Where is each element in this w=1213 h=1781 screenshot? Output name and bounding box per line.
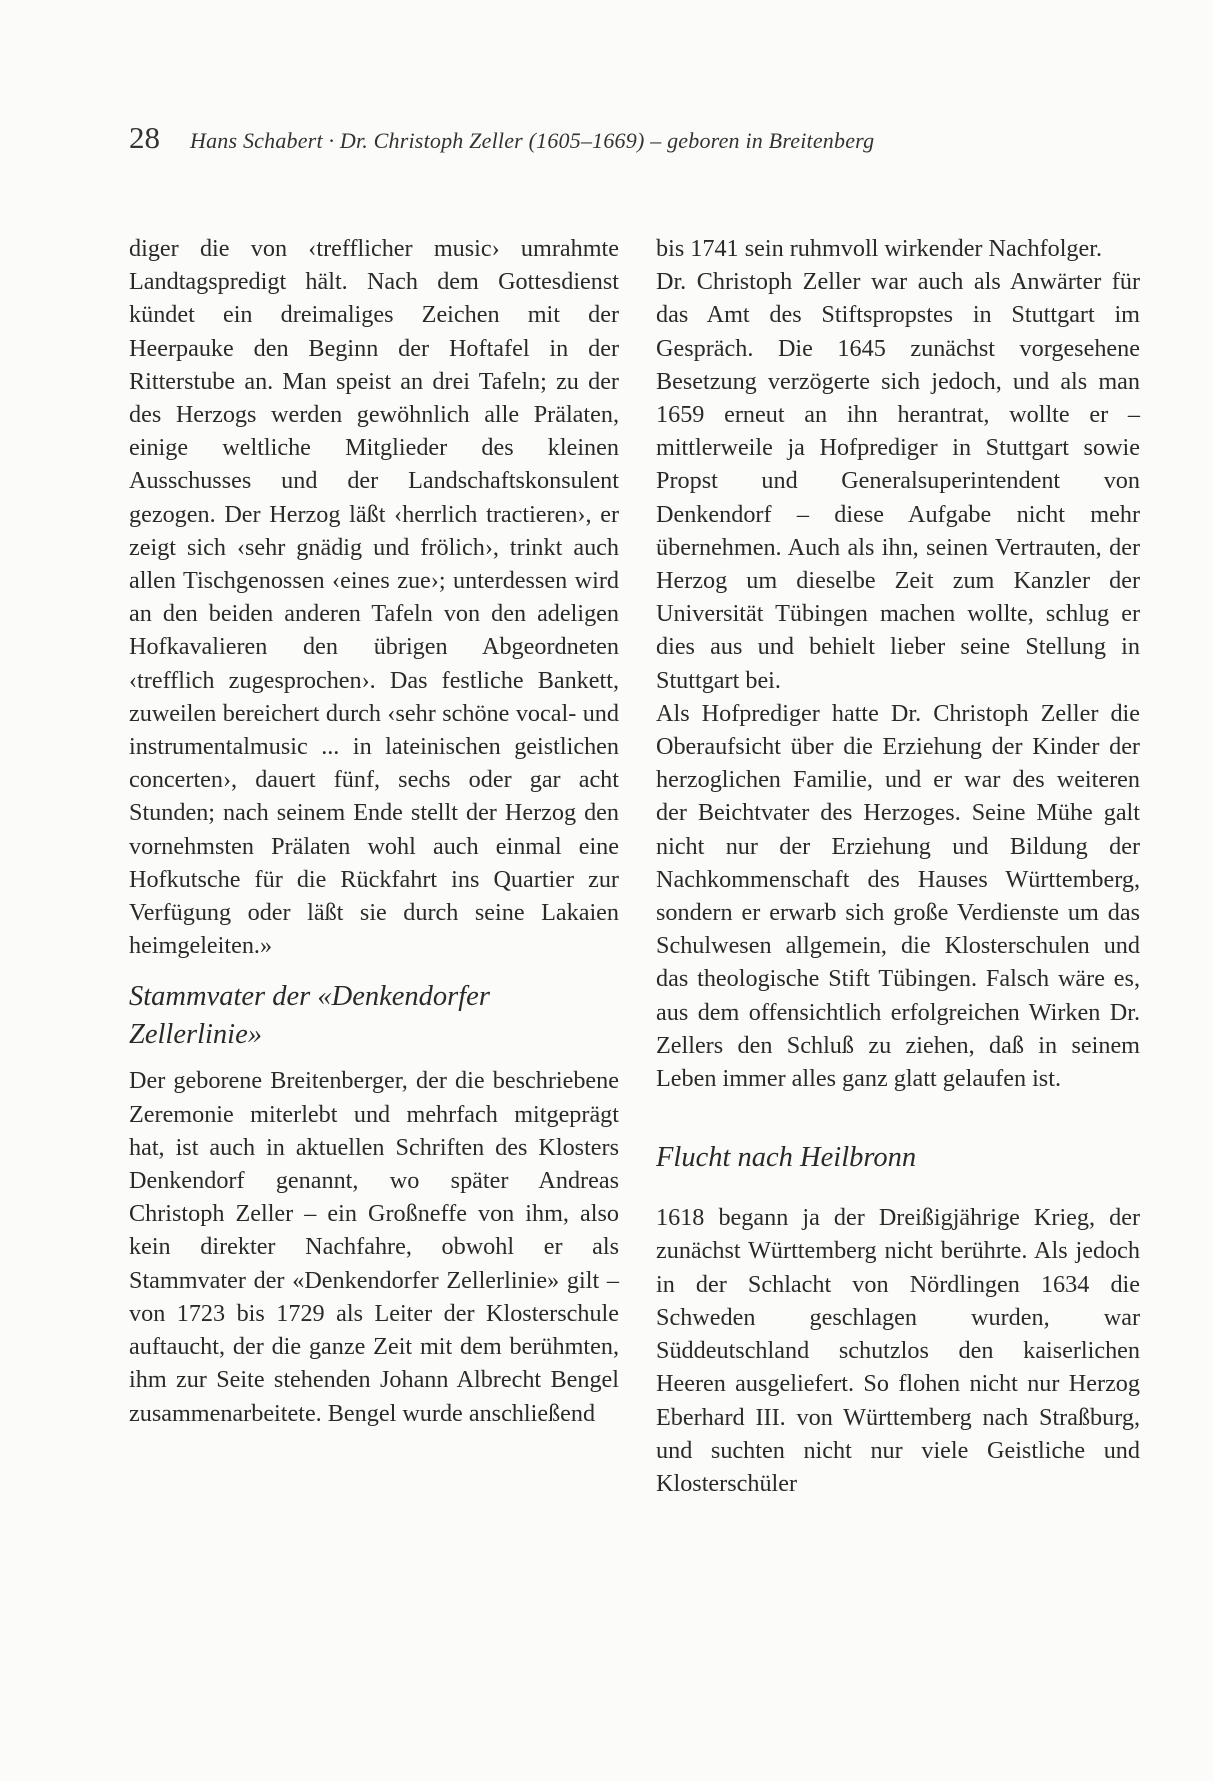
body-paragraph: Dr. Christoph Zeller war auch als Anwärter für das Amt des Stiftspropstes in Stuttgart im Gespräch. Die 1645 zunächst vorgesehene Besetzung verzögerte sich jedoch, und als man 1659 erneut an ihn herantrat, wollte er – mittlerweile ja Hofprediger in Stuttgart sowie Propst und Generalsuperintendent von Denkendorf – diese Aufgabe nicht mehr übernehmen. Auch als ihn, seinen Vertrauten, der Herzog um dieselbe Zeit zum Kanzler der Universität Tübingen machen wollte, schlug er dies aus und behielt lieber seine Stellung in Stuttgart bei. [656, 268, 1140, 694]
running-head: Hans Schabert · Dr. Christoph Zeller (1605–1669) – geboren in Breitenberg [190, 128, 875, 153]
right-column [656, 232, 1140, 1500]
section-heading: Stammvater der «Denkendorfer Zellerlinie» [129, 981, 490, 1051]
body-paragraph: 1618 begann ja der Dreißigjährige Krieg, der zunächst Württemberg nicht berührte. Als jedoch in der Schlacht von Nördlingen 1634 die Schweden geschlagen wurden, war Süddeutschland schutzlos den kaiserlichen Heeren ausgeliefert. So flohen nicht nur Herzog Eberhard III. von Württemberg nach Straßburg, und suchten nicht nur viele Geistliche und Klosterschüler [656, 1204, 1140, 1497]
body-paragraph: Der geborene Breitenberger, der die beschriebene Zeremonie miterlebt und mehrfach mitgeprägt hat, ist auch in aktuellen Schriften des Klosters Denkendorf genannt, wo später Andreas Christoph Zeller – ein Großneffe von ihm, also kein direkter Nachfahre, obwohl er als Stammvater der «Denkendorfer Zellerlinie» gilt – von 1723 bis 1729 als Leiter der Klosterschule auftaucht, der die ganze Zeit mit dem berühmten, ihm zur Seite stehenden Johann Albrecht Bengel zusammenarbeitete. Bengel wurde anschließend [129, 1067, 619, 1427]
body-paragraph: diger die von ‹trefflicher music› umrahmte Landtagspredigt hält. Nach dem Gottesdienst kündet ein dreimaliges Zeichen mit der Heerpauke den Beginn der Hoftafel in der Ritterstube an. Man speist an drei Tafeln; zu der des Herzogs werden gewöhnlich alle Prälaten, einige weltliche Mitglieder des kleinen Ausschusses und der Landschaftskonsulent gezogen. Der Herzog läßt ‹herrlich tractieren›, er zeigt sich ‹sehr gnädig und frölich›, trinkt auch allen Tischgenossen ‹eines zue›; unterdessen wird an den beiden anderen Tafeln von den adeligen Hofkavalieren den übrigen Abgeordneten ‹trefflich zugesprochen›. Das festliche Bankett, zuweilen bereichert durch ‹sehr schöne vocal- und instrumentalmusic ... in lateinischen geistlichen concerten›, dauert fünf, sechs oder gar acht Stunden; nach seinem Ende stellt der Herzog den vornehmsten Prälaten wohl auch einmal eine Hofkutsche für die Rückfahrt ins Quartier zur Verfügung oder läßt sie durch seine Lakaien heimgeleiten.» [129, 235, 619, 960]
page-number: 28 [129, 120, 160, 155]
section-heading: Flucht nach Heilbronn [656, 1142, 917, 1174]
left-column [129, 232, 619, 1430]
body-paragraph: bis 1741 sein ruhmvoll wirkender Nachfolger. [656, 235, 1103, 262]
body-paragraph: Als Hofprediger hatte Dr. Christoph Zeller die Oberaufsicht über die Erziehung der Kinder der herzoglichen Familie, und er war des weiteren der Beichtvater des Herzoges. Seine Mühe galt nicht nur der Erziehung und Bildung der Nachkommenschaft des Hauses Württemberg, sondern er erwarb sich große Verdienste um das Schulwesen allgemein, die Klosterschulen und das theologische Stift Tübingen. Falsch wäre es, aus dem offensichtlich erfolgreichen Wirken Dr. Zellers den Schluß zu ziehen, daß in seinem Leben immer alles ganz glatt gelaufen ist. [656, 699, 1140, 1093]
page-header [129, 120, 1029, 156]
